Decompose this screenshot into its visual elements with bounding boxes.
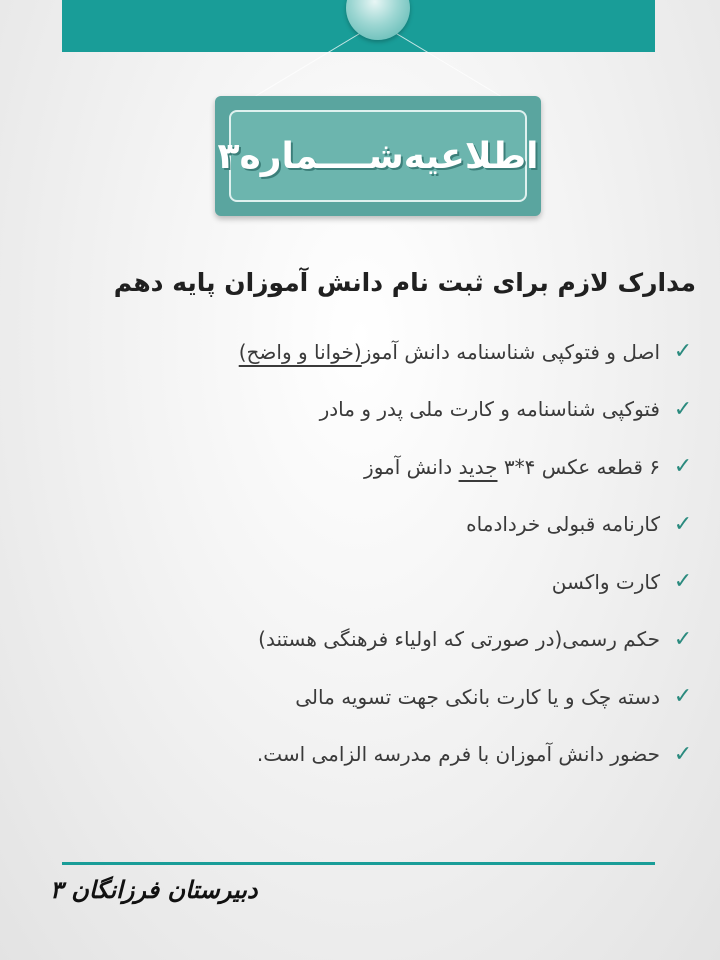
item-text: کارت واکسن bbox=[551, 569, 660, 594]
school-signature: دبیرستان فرزانگان ۳ bbox=[50, 875, 258, 904]
list-item bbox=[136, 668, 696, 726]
item-text: ۶ قطعه عکس ۴*۳ جدید دانش آموز bbox=[364, 454, 660, 479]
list-item bbox=[136, 381, 696, 439]
sign-frame bbox=[217, 110, 539, 202]
list-item bbox=[136, 553, 696, 611]
announcement-sign bbox=[215, 96, 541, 216]
check-icon: ✓ bbox=[673, 626, 693, 652]
item-text: کارنامه قبولی خردادماه bbox=[466, 512, 660, 537]
list-item bbox=[136, 726, 696, 784]
check-icon: ✓ bbox=[673, 741, 693, 767]
check-icon: ✓ bbox=[673, 339, 693, 365]
item-text: اصل و فتوکپی شناسنامه دانش آموز(خوانا و واضح) bbox=[238, 339, 660, 364]
bottom-divider bbox=[62, 862, 655, 865]
check-icon: ✓ bbox=[673, 511, 693, 537]
list-item bbox=[136, 438, 696, 496]
check-icon: ✓ bbox=[673, 684, 693, 710]
check-icon: ✓ bbox=[673, 396, 693, 422]
top-accent-bar bbox=[62, 0, 655, 52]
list-item bbox=[136, 496, 696, 554]
sign-title: اطلاعیه‌شــــماره۳ bbox=[217, 135, 539, 177]
item-text: فتوکپی شناسنامه و کارت ملی پدر و مادر bbox=[319, 397, 660, 422]
list-item bbox=[136, 323, 696, 381]
item-text: حکم رسمی(در صورتی که اولیاء فرهنگی هستند) bbox=[258, 627, 660, 652]
item-text: حضور دانش آموزان با فرم مدرسه الزامی است. bbox=[256, 742, 660, 767]
list-item bbox=[136, 611, 696, 669]
item-text: دسته چک و یا کارت بانکی جهت تسویه مالی bbox=[295, 684, 660, 709]
page-heading: مدارک لازم برای ثبت نام دانش آموزان پایه دهم bbox=[113, 268, 696, 297]
requirements-list bbox=[136, 323, 696, 783]
check-icon: ✓ bbox=[673, 454, 693, 480]
check-icon: ✓ bbox=[673, 569, 693, 595]
